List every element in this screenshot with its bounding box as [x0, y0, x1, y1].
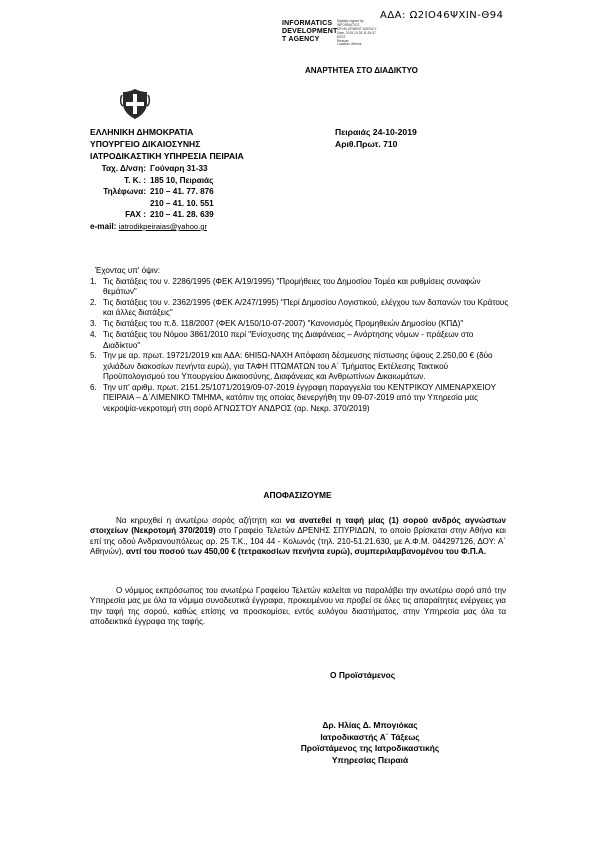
contact-label: FAX : [125, 210, 146, 220]
issuing-authority [90, 126, 244, 162]
item-text: Τις διατάξεις του Νόμου 3861/2010 περί "Ενίσχυσης της Διαφάνειας – Ανάρτησης νόμων - πράξεων στο Διαδίκτυο" [103, 330, 474, 350]
item-number: 2. [90, 298, 97, 308]
contact-value: Γούναρη 31-33 [150, 164, 208, 173]
decision-paragraph [90, 516, 506, 557]
list-item [90, 298, 510, 319]
contact-label: Τ. Κ. : [124, 175, 146, 185]
paragraph-emphasis: να ανατεθεί η ταφή μίας (1) σορού ανδρός αγνώστων στοιχείων (Νεκροτομή 370/2019) [90, 516, 507, 536]
stamp-detail: Date: 2019.10.28 11:34:37 [337, 30, 376, 35]
decision-heading: ΑΠΟΦΑΣΙΖΟΥΜΕ [263, 490, 332, 500]
authority-line: ΥΠΟΥΡΓΕΙΟ ΔΙΚΑΙΟΣΥΝΗΣ [90, 139, 201, 149]
signature-stamp [282, 20, 392, 48]
email-label: e-mail: [90, 221, 117, 231]
contact-block [90, 163, 214, 233]
list-item [90, 383, 510, 414]
signer-rank: Ιατροδικαστής Α΄ Τάξεως [320, 731, 420, 742]
list-item [90, 277, 510, 298]
signer-name: Δρ. Ηλίας Δ. Μπογιόκας [322, 720, 418, 730]
item-text: Τις διατάξεις του π.δ. 118/2007 (ΦΕΚ Α/150/10-07-2007) "Κανονισμός Προμηθειών Δημοσίου (ΚΠΔ)" [103, 319, 464, 329]
item-text: Τις διατάξεις του ν. 2362/1995 (ΦΕΚ Α/247/1995) "Περί Δημοσίου Λογιστικού, ελέγχου των δαπανών του Κράτους και άλλες διατάξεις" [103, 298, 509, 318]
stamp-detail: Location: Athens [337, 42, 362, 47]
contact-row [90, 209, 214, 221]
list-item [90, 351, 510, 382]
document-reference [335, 126, 417, 150]
stamp-line: INFORMATICS [282, 20, 333, 27]
stamp-detail: INFORMATICS [337, 22, 360, 27]
authority-line: ΙΑΤΡΟΔΙΚΑΣΤΙΚΗ ΥΠΗΡΕΣΙΑ ΠΕΙΡΑΙΑ [90, 151, 244, 161]
item-number: 3. [90, 319, 97, 329]
stamp-line: DEVELOPMENT [282, 28, 338, 35]
signer-service: Υπηρεσίας Πειραιά [331, 754, 409, 765]
contact-label [90, 198, 150, 210]
email-link[interactable]: iatrodikpeiraias@yahoo.gr [118, 221, 208, 231]
item-number: 1. [90, 277, 97, 286]
item-text: Την με αρ. πρωτ. 19721/2019 και ΑΔΑ: 6ΗΙ5Ω-ΝΑΧΗ Απόφαση δέσμευσης πίστωσης ύψους 2.250,00 € (δύο χιλιάδων διακοσίων πενήντα ευρώ), για ΤΑΦΗ ΠΤΩΜΑΤΩΝ του Α΄ Τμήματος Εκτέλεσης Τακτικού Προϋπολογισμού του Υπουργείου Δικαιοσύνης, Διαφάνειας και Ανθρωπίνων Δικαιωμάτων. [103, 351, 493, 382]
stamp-line: T AGENCY [282, 36, 320, 43]
contact-row [90, 198, 214, 210]
stamp-detail: Digitally signed by [337, 19, 364, 23]
contact-value: 210 – 41. 77. 876 [150, 187, 214, 197]
paragraph-emphasis: αντί του ποσού των 450,00 € (τετρακοσίων πενήντα ευρώ), συμπεριλαμβανομένου του Φ.Π.Α. [126, 546, 487, 556]
publication-notice: ΑΝΑΡΤΗΤΕΑ ΣΤΟ ΔΙΑΔΙΚΤΥΟ [305, 66, 418, 75]
signature-block [290, 720, 450, 766]
paragraph-text: στο Γραφείο Τελετών ΔΡΕΝΗΣ ΣΠΥΡΙΔΩΝ, το οποίο βρίσκεται στην Αθήνα και επί της οδού Ανδριανουπόλεως αρ. 25 Τ.Κ., 104 44 - Κολωνός (τηλ. 210-51.21.630, με Α.Φ.Μ. 044297126, ΔΟΥ: Α΄ Αθηνών), [90, 526, 506, 556]
stamp-detail: EEST [337, 34, 346, 39]
contact-label: Τηλέφωνα: [103, 187, 146, 197]
item-text: Τις διατάξεις του ν. 2286/1995 (ΦΕΚ Α/19/1995) "Προμήθειες του Δημοσίου Τομέα και ρυθμίσεις συναφών θεμάτων" [103, 277, 481, 297]
signer-position: Προϊστάμενος της Ιατροδικαστικής [300, 743, 440, 753]
item-text: Την υπ' αριθμ. πρωτ. 2151.25/1071/2019/09-07-2019 έγγραφη παραγγελία του ΚΕΝΤΡΙΚΟΥ ΛΙΜΕΝΑΡΧΕΙΟΥ ΠΕΙΡΑΙΑ – Δ΄ΛΙΜΕΝΙΚΟ ΤΜΗΜΑ, κατόπιν της οποίας διενεργήθη την 09-07-2019 από την Υπηρεσία μας νεκροψία-νεκροτομή στη σορό ΑΓΝΩΣΤΟΥ ΑΝΔΡΟΣ (αρ. Νεκρ. 370/2019) [103, 382, 496, 413]
authority-line: ΕΛΛΗΝΙΚΗ ΔΗΜΟΚΡΑΤΙΑ [90, 127, 194, 137]
contact-row [90, 175, 214, 187]
considerations-heading: Έχοντας υπ' όψιν: [95, 266, 161, 275]
paragraph-text: Να κηρυχθεί η ανωτέρω σορός αζήτητη και [116, 516, 286, 525]
ada-code: ΑΔΑ: Ω2ΙΟ46ΨΧΙΝ-Θ94 [380, 10, 504, 21]
protocol-number: Αριθ.Πρωτ. 710 [335, 139, 398, 149]
contact-label: Ταχ. Δ/νση: [101, 164, 146, 173]
document-date: Πειραιάς 24-10-2019 [335, 127, 417, 137]
paragraph-text: Ο νόμιμος εκπρόσωπος του ανωτέρω Γραφείου Τελετών καλείται να παραλάβει την ανωτέρω σορό από την Υπηρεσία μας με όλα τα νόμιμα συνοδευτικά έγγραφα, προκειμένου να προβεί σε όλες τις απαραίτητες ενέργειες για την ταφή της σορού, καθώς επίσης να προσκομίσει, εντός ευλόγου διαστήματος, στην Υπηρεσία μας όλα τα αποδεικτικά έγγραφα της ταφής. [90, 586, 506, 626]
item-number: 4. [90, 330, 97, 340]
contact-value: 185 10, Πειραιάς [150, 175, 214, 185]
stamp-detail: Reason: [337, 38, 350, 43]
contact-value: 210 – 41. 28. 639 [150, 210, 214, 220]
list-item [90, 319, 510, 329]
stamp-details [337, 20, 377, 47]
considerations-list [90, 277, 510, 414]
contact-value: 210 – 41. 10. 551 [150, 198, 214, 208]
hellenic-emblem-icon [120, 88, 150, 120]
instructions-paragraph [90, 586, 506, 627]
list-item [90, 330, 510, 351]
contact-row [90, 163, 214, 175]
signatory-title: Ο Προϊστάμενος [330, 670, 396, 680]
stamp-detail: DEVELOPMENT AGENCY [337, 26, 377, 31]
item-number: 5. [90, 351, 97, 361]
contact-row [90, 186, 214, 198]
item-number: 6. [90, 382, 97, 392]
email-row [90, 221, 214, 233]
